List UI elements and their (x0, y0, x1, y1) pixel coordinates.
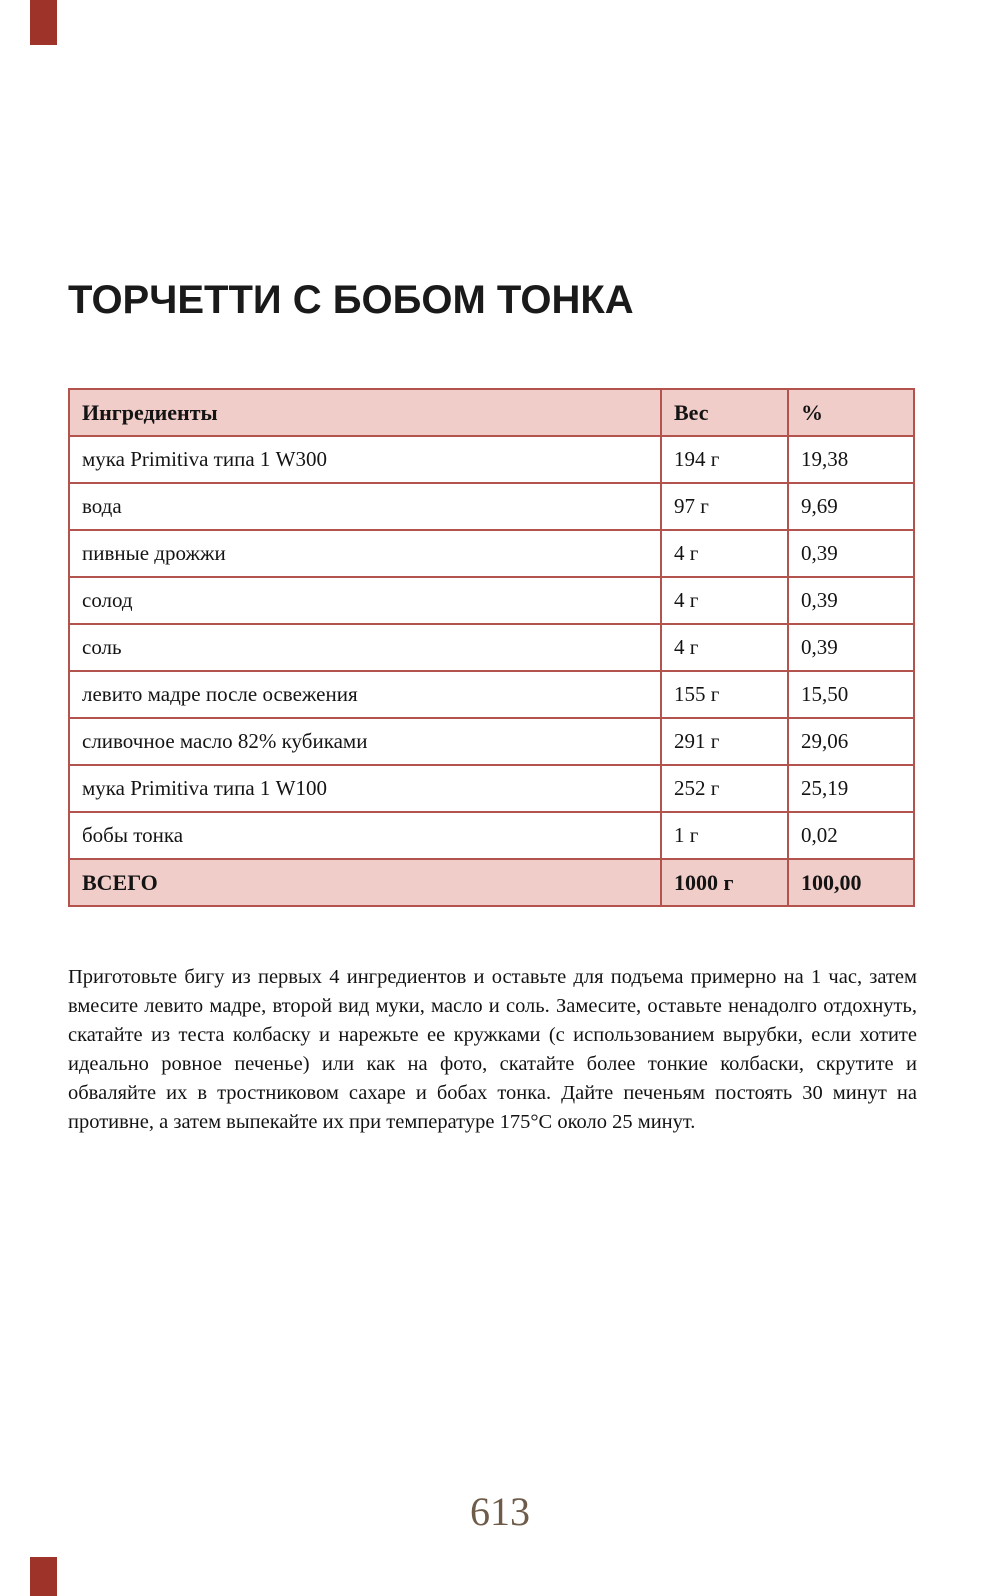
weight-cell: 1 г (661, 812, 788, 859)
chapter-edge-tab-bottom (30, 1557, 57, 1596)
ingredient-name-cell: мука Primitiva типа 1 W300 (69, 436, 661, 483)
percent-cell: 0,02 (788, 812, 914, 859)
table-row (69, 765, 914, 812)
ingredient-name-cell: соль (69, 624, 661, 671)
table-row (69, 718, 914, 765)
instructions-paragraph: Приготовьте бигу из первых 4 ингредиентов и оставьте для подъема примерно на 1 час, затем вмесите левито мадре, второй вид муки, масло и соль. Замесите, оставьте ненадолго отдохнуть, скатайте из теста колбаску и нарежьте ее кружками (с использованием вырубки, если хотите идеально ровное печенье) или как на фото, скатайте более тонкие колбаски, скрутите и обваляйте их в тростниковом сахаре и бобах тонка. Дайте печеньям постоять 30 минут на противне, а затем выпекайте их при температуре 175°С около 25 минут. (68, 966, 917, 1133)
percent-cell: 25,19 (788, 765, 914, 812)
header-percent: % (788, 389, 914, 436)
percent-cell: 15,50 (788, 671, 914, 718)
percent-cell: 0,39 (788, 577, 914, 624)
table-row (69, 483, 914, 530)
percent-cell: 0,39 (788, 530, 914, 577)
page-number: 613 (470, 1489, 530, 1534)
weight-cell: 291 г (661, 718, 788, 765)
percent-cell: 19,38 (788, 436, 914, 483)
header-ingredients: Ингредиенты (69, 389, 661, 436)
weight-cell: 4 г (661, 530, 788, 577)
chapter-edge-tab-top (30, 0, 57, 45)
percent-cell: 9,69 (788, 483, 914, 530)
ingredient-name-cell: мука Primitiva типа 1 W100 (69, 765, 661, 812)
table-header (69, 389, 914, 436)
ingredient-name-cell: бобы тонка (69, 812, 661, 859)
percent-cell: 29,06 (788, 718, 914, 765)
ingredient-name-cell: вода (69, 483, 661, 530)
total-percent-cell: 100,00 (788, 859, 914, 906)
table-row (69, 671, 914, 718)
ingredient-name-cell: солод (69, 577, 661, 624)
ingredient-name-cell: левито мадре после освежения (69, 671, 661, 718)
header-weight: Вес (661, 389, 788, 436)
ingredient-name-cell: пивные дрожжи (69, 530, 661, 577)
table-header-row (69, 389, 914, 436)
total-row (69, 859, 914, 906)
table-footer (69, 859, 914, 906)
weight-cell: 194 г (661, 436, 788, 483)
weight-cell: 155 г (661, 671, 788, 718)
table-body (69, 436, 914, 859)
percent-cell: 0,39 (788, 624, 914, 671)
weight-cell: 97 г (661, 483, 788, 530)
table-row (69, 436, 914, 483)
table-row (69, 530, 914, 577)
table-row (69, 577, 914, 624)
weight-cell: 252 г (661, 765, 788, 812)
weight-cell: 4 г (661, 624, 788, 671)
ingredient-name-cell: сливочное масло 82% кубиками (69, 718, 661, 765)
total-weight-cell: 1000 г (661, 859, 788, 906)
total-label-cell: ВСЕГО (69, 859, 661, 906)
weight-cell: 4 г (661, 577, 788, 624)
table-row (69, 624, 914, 671)
ingredients-table (68, 388, 915, 907)
page-title: ТОРЧЕТТИ С БОБОМ ТОНКА (68, 278, 634, 322)
table-row (69, 812, 914, 859)
